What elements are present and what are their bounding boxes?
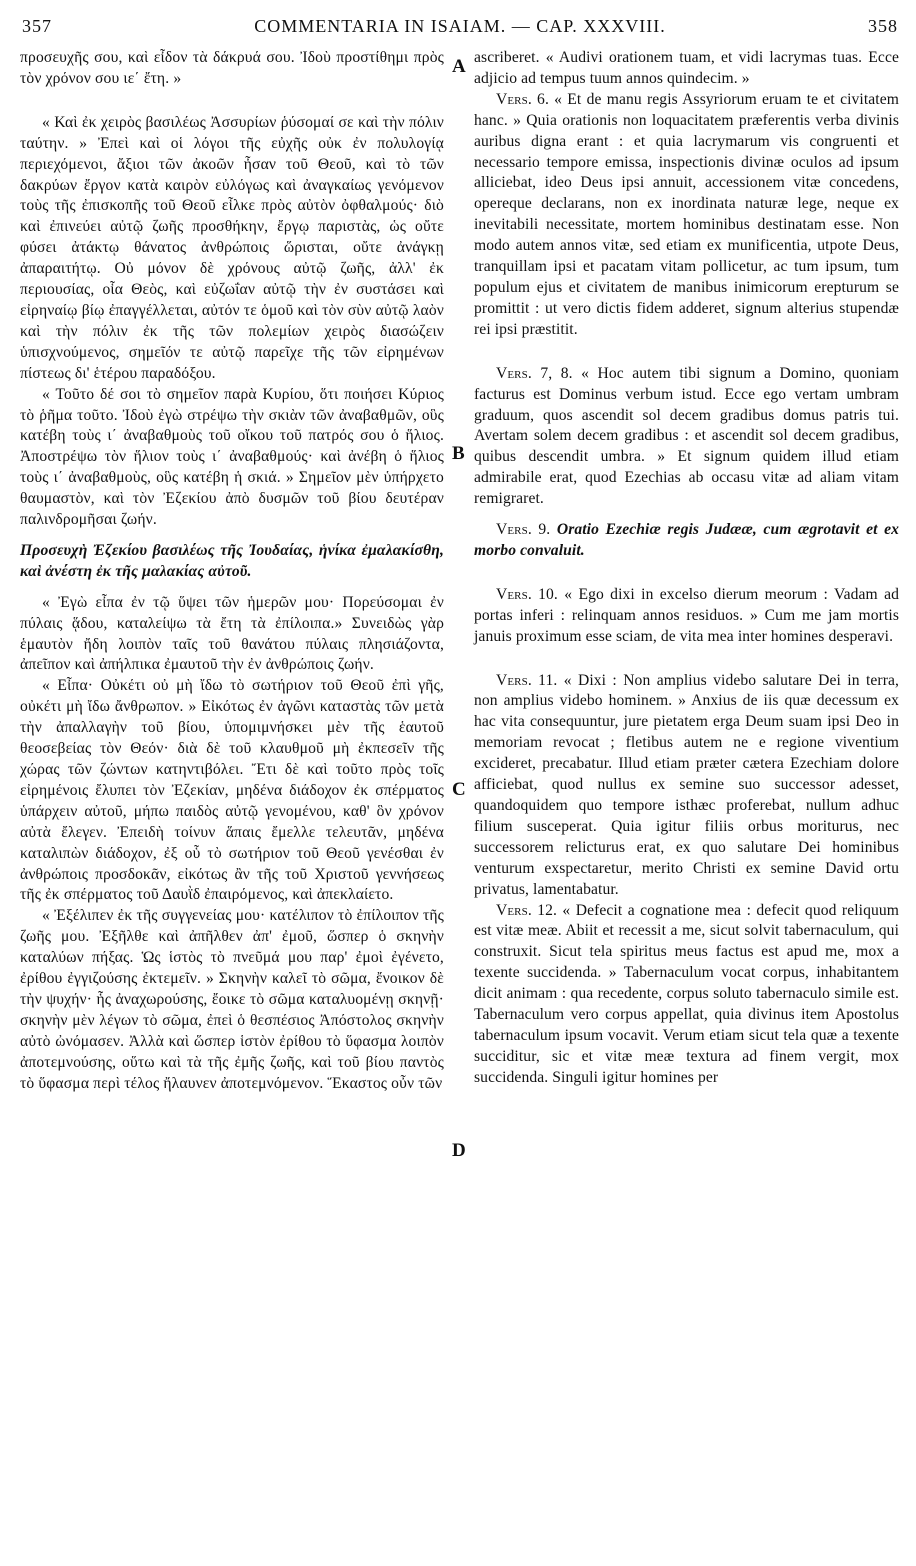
verse-label: Vers. 9. bbox=[496, 521, 551, 539]
section-marker-b: B bbox=[452, 443, 465, 464]
latin-text: « Et de manu regis Assyriorum eruam te et civitatem hanc. » Quia orationis non loquacitatem præferentis verba divinis auribus digna erant : et quia lacrymarum vis congruenti et necessario tempore emissa, inspectionis divinæ oculos ad ipsum alliciebat, ideo Deus ipsi annuit, accessionem vitæ concedens, opereque declarans, non ex inordinata naturæ lege, neque ex inevitabili necessitate, mortem hominibus destinatam esse. Non modo autem annos vitæ, sed etiam ex munificentia, utpote Deus, tranquillam ipsi et pacatam vitam pollicetur, ac tum ipsum, tum populum ejus et civitatem de manibus inimicorum erepturum se promittit : ut vero dictis fidem adderet, signum alterius stupendæ rei ipsi præstitit. bbox=[474, 90, 899, 338]
section-marker-c: C bbox=[452, 779, 466, 800]
latin-paragraph bbox=[474, 585, 899, 648]
greek-paragraph: « Τοῦτο δέ σοι τὸ σημεῖον παρὰ Κυρίου, ὅτι ποιήσει Κύριος τὸ ῥῆμα τοῦτο. Ἰδοὺ ἐγὼ στρέψω τὴν σκιὰν τῶν ἀναβαθμῶν, οὓς κατέβη τοὺς ι΄ ἀναβαθμοὺς τοῦ οἴκου τοῦ πατρός σου ὁ ἥλιος. Ἀποστρέψω τὸν ἥλιον τοὺς ι΄ ἀναβαθμούς· καὶ ἀνέβη ὁ ἥλιος τοὺς ι΄ ἀναβαθμοὺς, οὓς κατέβη ἡ σκιά. » Σημεῖον μὲν ὑπήρχετο θαυμαστὸν, καὶ τὸν Ἐζεκίου ἀπὸ δυσμῶν τοῦ βίου δευτέραν παλινδρομῆσαι ζωήν. bbox=[20, 385, 444, 529]
page-number-left: 357 bbox=[22, 16, 52, 36]
latin-section-title bbox=[474, 520, 899, 562]
verse-label: Vers. 6. bbox=[496, 90, 549, 108]
greek-column bbox=[20, 48, 444, 1095]
running-header bbox=[22, 16, 898, 46]
section-marker-d: D bbox=[452, 1140, 466, 1161]
latin-title-text: Oratio Ezechiæ regis Judææ, cum ægrotavit et ex morbo convaluit. bbox=[474, 521, 899, 559]
greek-paragraph: « Καὶ ἐκ χειρὸς βασιλέως Ἀσσυρίων ῥύσομαί σε καὶ τὴν πόλιν ταύτην. » Ἐπεὶ καὶ οἱ λόγοι τῆς εὐχῆς οὐκ ἐν πολυλογίᾳ περιεχόμενοι, ἄξιοι τῶν ἀκοῶν ἦσαν τοῦ Θεοῦ, καὶ τὸ τῶν δακρύων ἔργον κατὰ καιρὸν εὐλόγως καὶ ἀναγκαίως γενόμενον τοὺς τῆς ἐπισκοπῆς τοῦ Θεοῦ εἷλκε πρὸς αὐτὸν ὀφθαλμούς· διὸ καὶ ἐπινεύει αὐτῷ ζωῆς προσθήκην, ἔργῳ παριστὰς, ὡς οὔτε φύσει ἀτάκτῳ θάνατος ἀνθρώποις ὥρισται, οὔτε ἀνάγκῃ ἀπαραιτήτῳ. Οὐ μόνον δὲ χρόνους αὐτῷ ζωῆς, ἀλλ' ἐκ περιουσίας, οἷα Θεὸς, καὶ εὐζωΐαν αὐτῷ τὴν ἐν συστάσει καὶ εἰρηναίῳ βίῳ ἐπαγγέλλεται, αὐτόν τε ὁμοῦ καὶ τὸν σὺν αὐτῷ λαὸν καὶ τὴν πόλιν ἐκ τῆς τῶν πολεμίων χειρὸς διασώζειν ὑπισχνούμενος, σημεῖόν τε αὐτῷ παρεῖχε τῆς τῶν εἰρημένων πίστεως δι' ἑτέρου παραδόξου. bbox=[20, 113, 444, 382]
greek-paragraph: « Εἶπα· Οὐκέτι οὐ μὴ ἴδω τὸ σωτήριον τοῦ Θεοῦ ἐπὶ γῆς, οὐκέτι μὴ ἴδω ἄνθρωπον. » Εἰκότως ἐν ἀγῶνι καταστὰς τῶν μετὰ τὴν ἀπαλλαγὴν τοῦ βίου, ὑπομιμνήσκει μὲν τῆς ἑαυτοῦ θεοσεβείας τὸν Θεόν· διὰ δὲ τοῦ κλαυθμοῦ μὴ ἐκπεσεῖν τῆς χώρας τῶν ζώντων κατηντιβόλει. Ἔτι δὲ καὶ τοῦτο πρὸς τοῖς εἰρημένοις ἔλυπει τὸν Ἐζεκίαν, μηδένα διάδοχον ἐκ σπέρματος ὑπάρχειν αὐτοῦ, μήπω παιδὸς αὐτῷ γενομένου, καθ' ὃν χρόνον αὐτὰ ἔλεγεν. Ἐπειδὴ τοίνυν ἅπαις ἔμελλε τελευτᾶν, μηδένα καταλιπὼν διάδοχον, ἐξ οὗ τὸ σωτήριον τοῦ Θεοῦ γενέσθαι ἐν ἀνθρώποις προσδοκᾶν, εἰκότως ἂν τῆς τοῦ Χριστοῦ γεννήσεως τῆς ἐκ σπέρματος τοῦ Δαυῒδ ἐπαιρόμενος, καὶ ἀπεκλαίετο. bbox=[20, 677, 444, 904]
latin-paragraph bbox=[474, 901, 899, 1089]
greek-paragraph: « Ἐγὼ εἶπα ἐν τῷ ὕψει τῶν ἡμερῶν μου· Πορεύσομαι ἐν πύλαις ᾅδου, καταλείψω τὰ ἔτη τὰ ἐπίλοιπα.» Συνειδὼς γὰρ ἑμαυτὸν ἤδη λοιπὸν ταῖς τοῦ θανάτου πύλαις πλησιάζοντα, ἀπεῖπον καὶ ἀπήλπικα ἐμαυτοῦ τὴν ἐν ἀνθρώποις ζωήν. bbox=[20, 593, 444, 674]
latin-paragraph: ascriberet. « Audivi orationem tuam, et vidi lacrymas tuas. Ecce adjicio ad tempus tuum annos quindecim. » bbox=[474, 49, 899, 87]
verse-label: Vers. 11. bbox=[496, 671, 558, 689]
latin-text: « Ego dixi in excelso dierum meorum : Vadam ad portas inferi : relinquam annos residuos. » Cum me jam mortis januis proximum esse sciam, de vita mea inter homines desperavi. bbox=[474, 585, 900, 645]
section-marker-a: A bbox=[452, 56, 466, 77]
page-number-right: 358 bbox=[868, 16, 898, 36]
latin-column bbox=[474, 48, 899, 1089]
latin-text: « Hoc autem tibi signum a Domino, quoniam facturus est Dominus verbum istud. Ecce ego vertam umbram graduum, quos ascendit sol decem gradibus domus patris tui. Avertam solem decem gradibus : et ascendit sol decem gradibus, quibus descendit umbra. » Et signum quidem illud etiam admirabile erat, quod Ezechias ab occasu vitæ ad aliam vitam remigraret. bbox=[474, 364, 900, 508]
latin-text: « Defecit a cognatione mea : defecit quod reliquum est vitæ meæ. Abiit et recessit a me, sicut solvit tabernaculum, qui construxit. Sicut tela spiritus meus factus est apud me, mox a texente succidenda. » Tabernaculum vocat corpus, inhabitantem dicit animam : qua recedente, corpus soluto tabernaculo simile est. Tabernaculum vero corpus appellat, quia divinus item Apostolus tabernaculum ipsum vocavit. Verum etiam sicut tela quæ a texente succiditur, sic et vitæ meæ textura ad finem vergit, mox succidenda. Singuli igitur homines per bbox=[474, 901, 899, 1086]
verse-label: Vers. 7, 8. bbox=[496, 364, 573, 382]
latin-paragraph bbox=[474, 90, 899, 341]
verse-label: Vers. 12. bbox=[496, 901, 558, 919]
running-title: COMMENTARIA IN ISAIAM. — CAP. XXXVIII. bbox=[254, 16, 666, 36]
greek-paragraph: « Ἐξέλιπεν ἐκ τῆς συγγενείας μου· κατέλιπον τὸ ἐπίλοιπον τῆς ζωῆς μου. Ἐξῆλθε καὶ ἀπῆλθεν ἀπ' ἐμοῦ, ὥσπερ ὁ σκηνὴν καταλύων πήξας. Ὡς ἱστὸς τὸ πνεῦμά μου παρ' ἐμοὶ ἐγένετο, ἐρίθου ἐγγιζούσης ἐκτεμεῖν. » Σκηνὴν καλεῖ τὸ σῶμα, ἔνοικον δὲ τὴν ψυχήν· ἧς ἀναχωρούσης, ἔοικε τὸ σῶμα καταλυομένῃ σκηνῇ· σκηνὴν μὲν λέγων τὸ σῶμα, ἐπεὶ ὁ θεσπέσιος Ἀπόστολος σκηνὴν αὐτὸ ὠνόμασεν. Ἀλλὰ καὶ ὥσπερ ἱστὸν ἐρίθου τὸ ὕφασμα λοιπὸν ἀποτεμνούσης, οὕτω καὶ τὰ τῆς ἐμῆς ζωῆς, καὶ τοῦ βίου παντὸς τὸ ὕφασμα περὶ τέλος ἤλαυνεν ἀποτεμνόμενον. Ἕκαστος οὖν τῶν bbox=[20, 907, 444, 1092]
verse-label: Vers. 10. bbox=[496, 585, 558, 603]
greek-section-title bbox=[20, 541, 444, 583]
latin-text: « Dixi : Non amplius videbo salutare Dei in terra, non amplius videbo hominem. » Anxius de iis quæ decessum ex hac vita consequuntur, jure pietatem erga Deum suam ipsi Deo in memoriam revocat ; fletibus autem ne e regione viventium excideret, precabatur. Illud etiam præter cætera Ezechiam dolore afficiebat, quod nullus ex semine suo successor adesset, quandoquidem quo tempore isthæc proferebat, nullum adhuc filium susceperat. Quia igitur filiis orbus moriturus, nec successorem relicturus erat, ex quo salutare Dei hominibus venturum exspectaretur, merito Christi ex semine David ortu privatus, lamentabatur. bbox=[474, 671, 900, 898]
greek-section-title-text: Προσευχὴ Ἐζεκίου βασιλέως τῆς Ἰουδαίας, ἡνίκα ἐμαλακίσθη, καὶ ἀνέστη ἐκ τῆς μαλακίας αὐτοῦ. bbox=[20, 541, 444, 580]
greek-paragraph: προσευχῆς σου, καὶ εἶδον τὰ δάκρυά σου. Ἰδοὺ προστίθημι πρὸς τὸν χρόνον σου ιε΄ ἔτη. » bbox=[20, 49, 444, 87]
latin-paragraph bbox=[474, 364, 899, 510]
latin-paragraph bbox=[474, 671, 899, 901]
